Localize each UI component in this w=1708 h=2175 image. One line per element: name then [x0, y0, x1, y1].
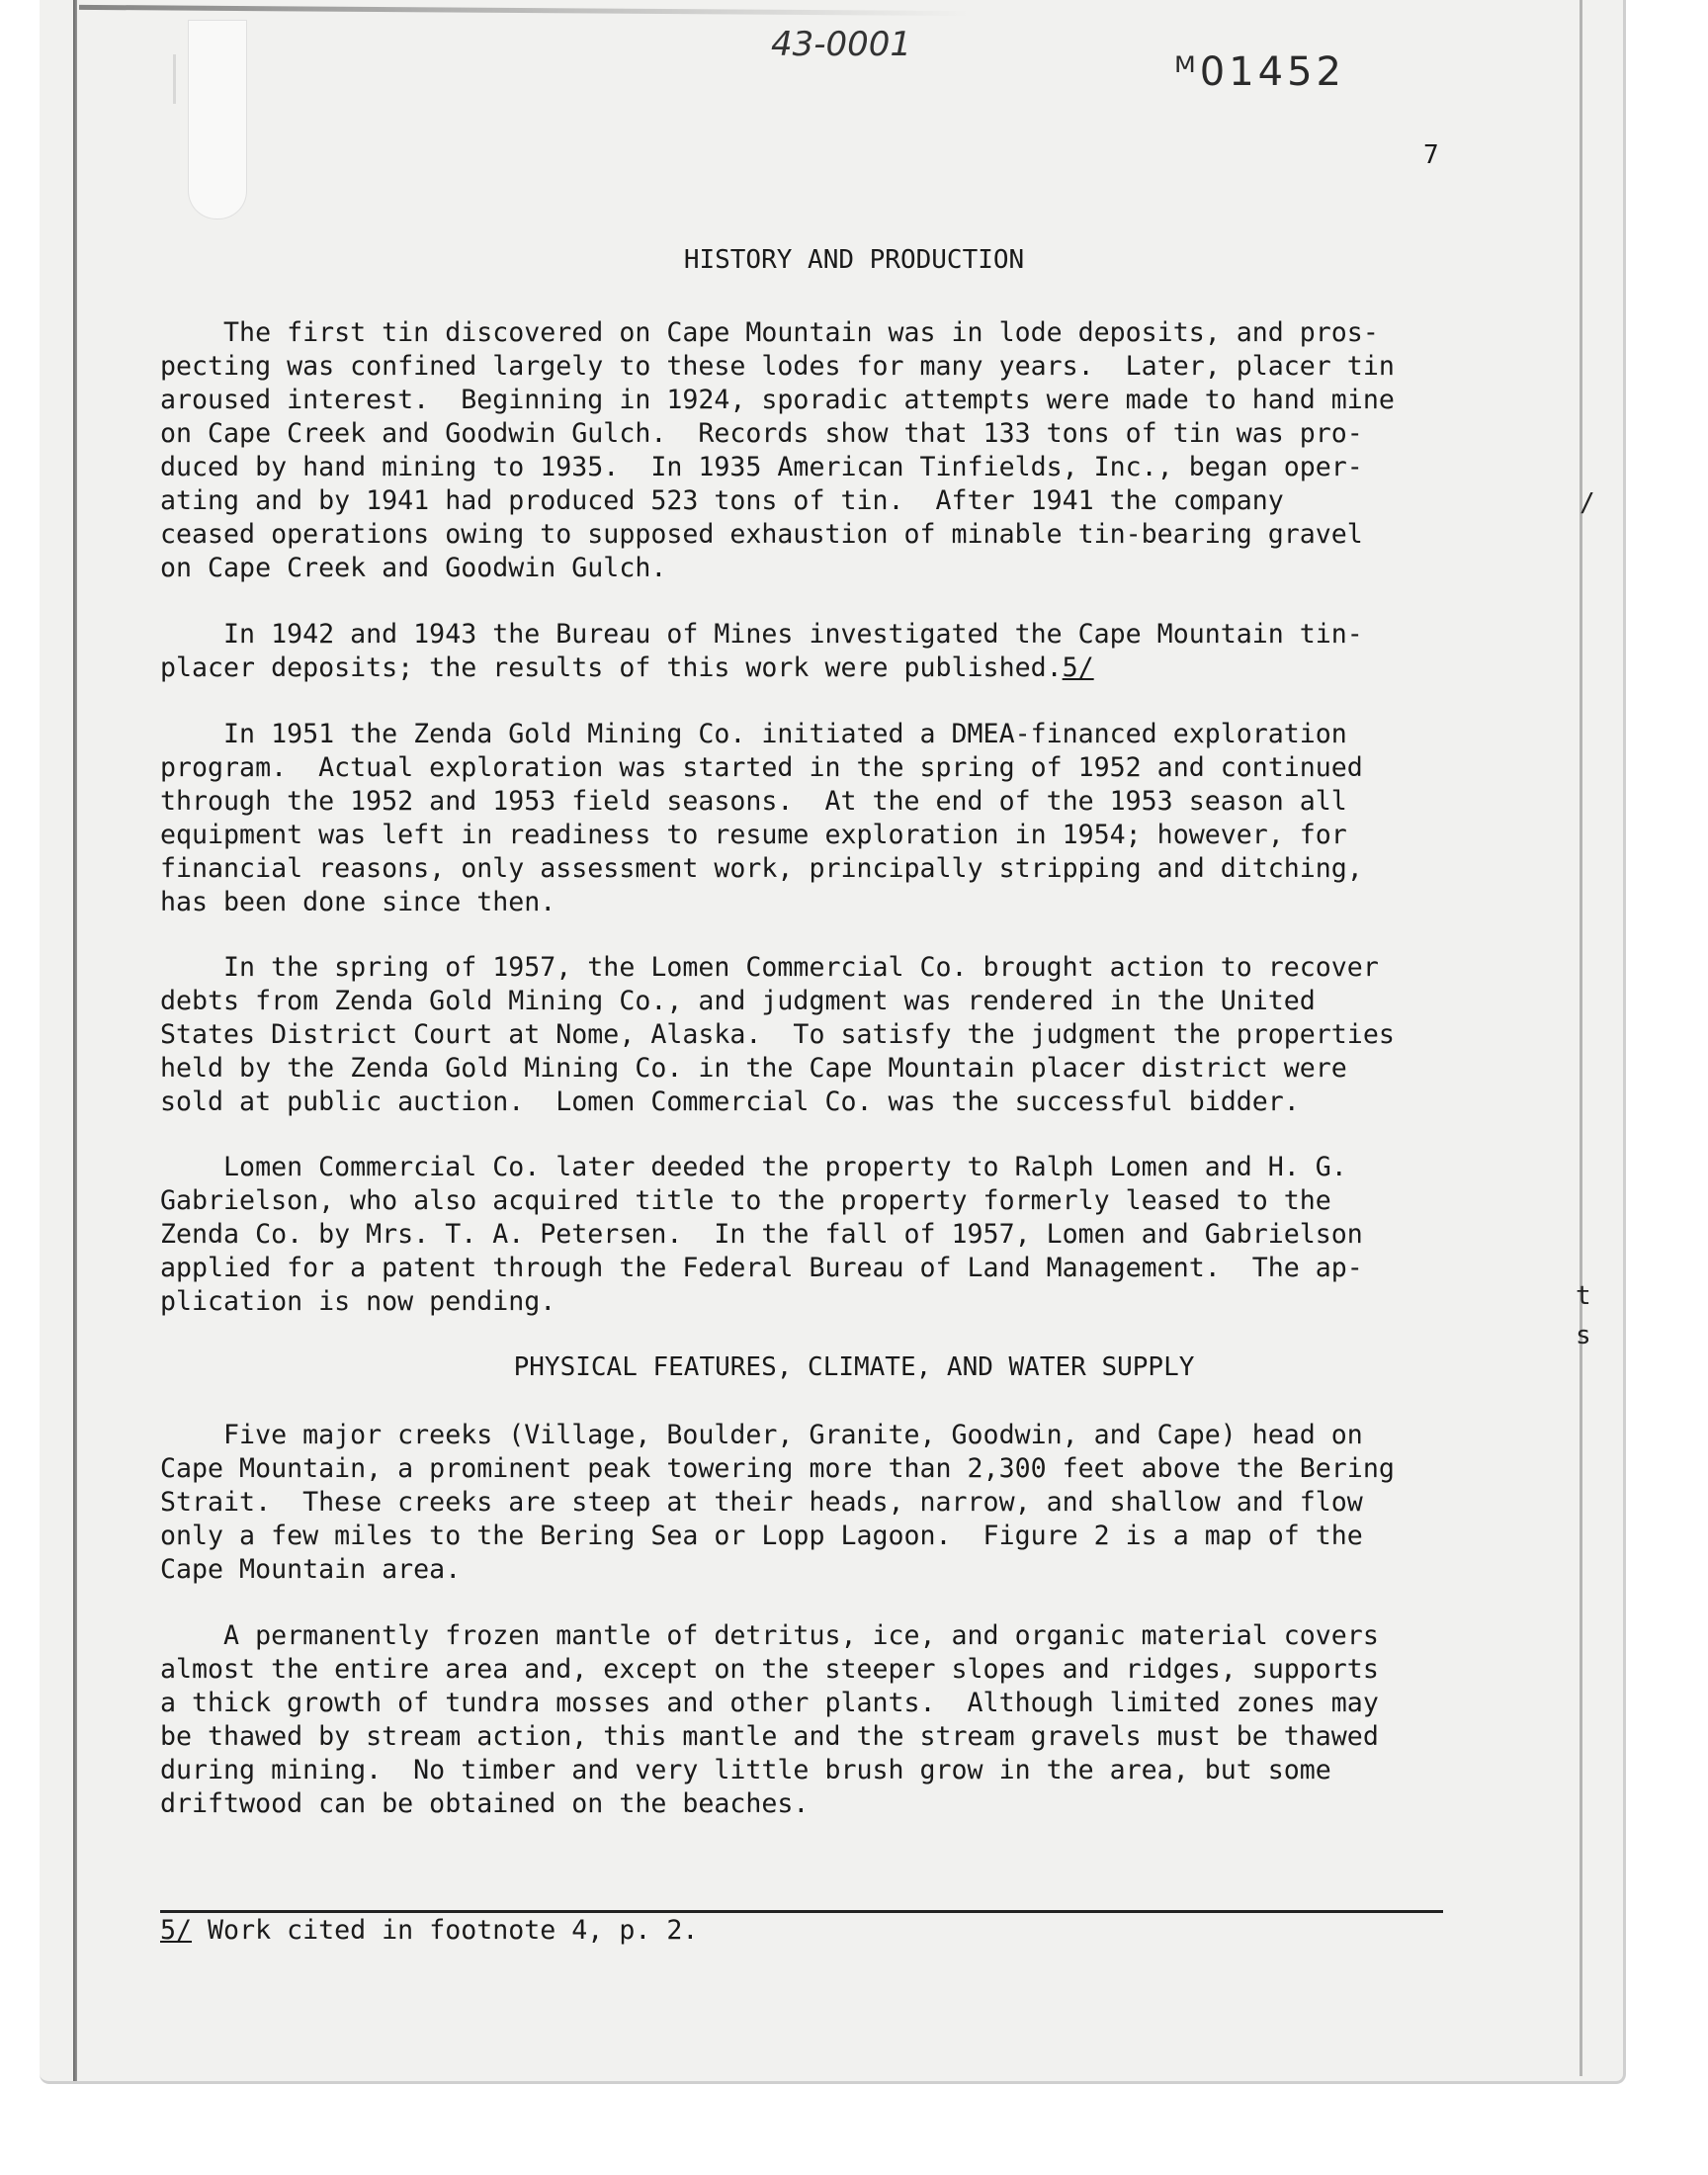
text-line: duced by hand mining to 1935. In 1935 American Tinfields, Inc., began oper-: [160, 452, 1363, 482]
footnote-divider: [160, 1910, 1443, 1913]
text-line: Five major creeks (Village, Boulder, Granite, Goodwin, and Cape) head on: [160, 1420, 1363, 1450]
stamp-number-text: 01452: [1199, 49, 1345, 95]
text-line: during mining. No timber and very little brush grow in the area, but some: [160, 1755, 1331, 1785]
section-heading-history: HISTORY AND PRODUCTION: [683, 245, 1025, 275]
text-line: held by the Zenda Gold Mining Co. in the Cape Mountain placer district were: [160, 1053, 1347, 1084]
text-line: almost the entire area and, except on the steeper slopes and ridges, supports: [160, 1654, 1379, 1685]
margin-mark-slash: /: [1580, 488, 1595, 518]
page-right-edge: [1580, 0, 1582, 2076]
text-line: Cape Mountain, a prominent peak towering more than 2,300 feet above the Bering: [160, 1453, 1395, 1484]
margin-mark-t: t: [1576, 1281, 1591, 1311]
text-line: on Cape Creek and Goodwin Gulch.: [160, 553, 667, 583]
text-line: ating and by 1941 had produced 523 tons of tin. After 1941 the company: [160, 485, 1284, 516]
text-line: placer deposits; the results of this work were published.: [160, 652, 1063, 683]
footnote: [160, 1914, 698, 1948]
text-line: debts from Zenda Gold Mining Co., and judgment was rendered in the United: [160, 986, 1316, 1016]
text-line: In 1942 and 1943 the Bureau of Mines investigated the Cape Mountain tin-: [160, 619, 1363, 650]
section-heading-physical: PHYSICAL FEATURES, CLIMATE, AND WATER SUPPLY: [513, 1352, 1195, 1382]
text-line: The first tin discovered on Cape Mountain was in lode deposits, and pros-: [160, 317, 1379, 348]
text-line: only a few miles to the Bering Sea or Lopp Lagoon. Figure 2 is a map of the: [160, 1521, 1363, 1551]
text-line: Cape Mountain area.: [160, 1554, 462, 1585]
bleed-through-mark: [173, 54, 176, 104]
page-number: 7: [1423, 140, 1439, 170]
text-line: Lomen Commercial Co. later deeded the property to Ralph Lomen and H. G.: [160, 1152, 1347, 1182]
paragraph-history-4: [160, 951, 1445, 1119]
text-line: Zenda Co. by Mrs. T. A. Petersen. In the fall of 1957, Lomen and Gabrielson: [160, 1219, 1363, 1250]
text-line: ceased operations owing to supposed exhaustion of minable tin-bearing gravel: [160, 519, 1363, 550]
paragraph-history-3: [160, 718, 1445, 919]
paragraph-history-5: [160, 1151, 1445, 1319]
text-line: pecting was confined largely to these lodes for many years. Later, placer tin: [160, 351, 1395, 382]
stamp-number: ᴹ01452: [1174, 49, 1345, 95]
text-line: equipment was left in readiness to resume exploration in 1954; however, for: [160, 820, 1347, 850]
text-line: States District Court at Nome, Alaska. To satisfy the judgment the properties: [160, 1019, 1395, 1050]
page-left-edge: [73, 0, 77, 2081]
text-line: applied for a patent through the Federal Bureau of Land Management. The ap-: [160, 1253, 1363, 1283]
text-line: program. Actual exploration was started in the spring of 1952 and continued: [160, 752, 1363, 783]
paragraph-physical-1: [160, 1419, 1445, 1587]
text-line: a thick growth of tundra mosses and other plants. Although limited zones may: [160, 1688, 1379, 1718]
text-line: A permanently frozen mantle of detritus, ice, and organic material covers: [160, 1620, 1379, 1651]
text-line: In 1951 the Zenda Gold Mining Co. initiated a DMEA-financed exploration: [160, 719, 1347, 749]
margin-mark-s: s: [1576, 1321, 1591, 1350]
text-line: through the 1952 and 1953 field seasons. At the end of the 1953 season all: [160, 786, 1347, 817]
text-line: has been done since then.: [160, 887, 556, 917]
text-line: aroused interest. Beginning in 1924, sporadic attempts were made to hand mine: [160, 385, 1395, 415]
footnote-marker: 5/: [160, 1915, 193, 1946]
paragraph-history-1: [160, 316, 1445, 585]
text-line: In the spring of 1957, the Lomen Commercial Co. brought action to recover: [160, 952, 1379, 983]
handwritten-note: 43-0001: [771, 25, 912, 64]
text-line: Gabrielson, who also acquired title to the property formerly leased to the: [160, 1185, 1331, 1216]
binder-tab-shadow: [188, 20, 247, 219]
text-line: be thawed by stream action, this mantle and the stream gravels must be thawed: [160, 1721, 1379, 1752]
text-line: on Cape Creek and Goodwin Gulch. Records show that 133 tons of tin was pro-: [160, 418, 1363, 449]
paragraph-history-2: [160, 618, 1445, 685]
text-line-with-footnote: [160, 652, 1445, 685]
text-line: Strait. These creeks are steep at their heads, narrow, and shallow and flow: [160, 1487, 1363, 1518]
text-line: plication is now pending.: [160, 1286, 556, 1317]
footnote-reference[interactable]: 5/: [1062, 652, 1094, 683]
text-line: driftwood can be obtained on the beaches.: [160, 1788, 810, 1819]
text-line: financial reasons, only assessment work, principally stripping and ditching,: [160, 853, 1363, 884]
paragraph-physical-2: [160, 1619, 1445, 1821]
footnote-text: Work cited in footnote 4, p. 2.: [192, 1915, 699, 1946]
text-line: sold at public auction. Lomen Commercial Co. was the successful bidder.: [160, 1087, 1300, 1117]
